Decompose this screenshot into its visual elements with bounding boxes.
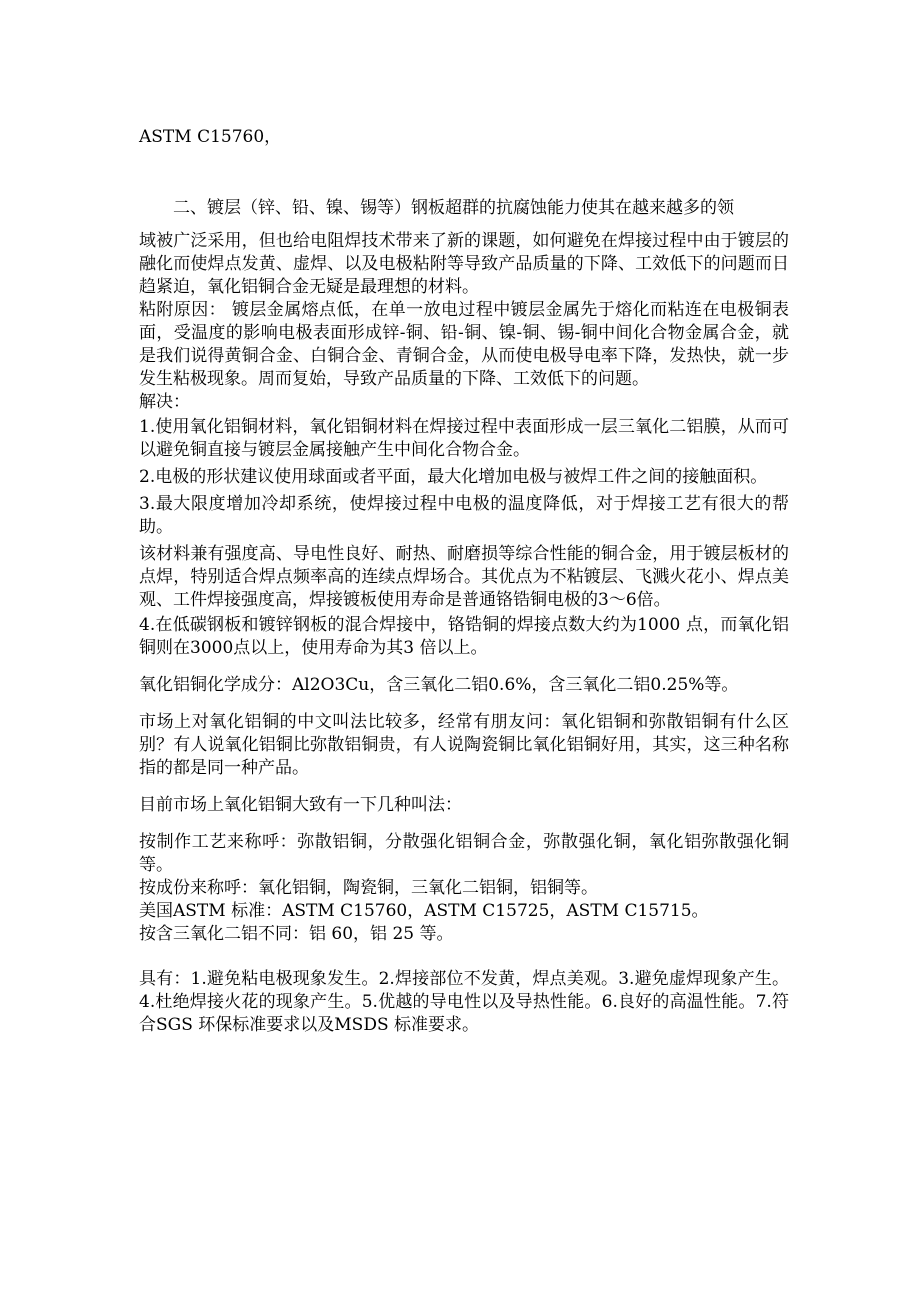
document-body xyxy=(139,0,789,1037)
paragraph-solution-label: 解决： xyxy=(139,392,190,412)
paragraph-naming-composition: 按成份来称呼：氧化铝铜，陶瓷铜，三氧化二铝铜，铝铜等。 xyxy=(139,878,598,898)
paragraph-solution-3: 3.最大限度增加冷却系统，使焊接过程中电极的温度降低，对于焊接工艺有很大的帮助。 xyxy=(139,494,789,537)
paragraph-standard: ASTM C15760， xyxy=(139,127,282,147)
paragraph-solution-2: 2.电极的形状建议使用球面或者平面，最大化增加电极与被焊工件之间的接触面积。 xyxy=(139,467,768,487)
paragraph-chemical-composition: 氧化铝铜化学成分：Al2O3Cu，含三氧化二铝0.6%，含三氧化二铝0.25%等。 xyxy=(139,675,739,695)
paragraph-naming-process: 按制作工艺来称呼：弥散铝铜，分散强化铝铜合金，弥散强化铜，氧化铝弥散强化铜等。 xyxy=(139,832,789,875)
paragraph-naming-alumina: 按含三氧化二铝不同：铝 60，铝 25 等。 xyxy=(139,924,454,944)
paragraph-solution-4: 4.在低碳钢板和镀锌钢板的混合焊接中，铬锆铜的焊接点数大约为1000 点，而氧化铝铜则在3000点以上，使用寿命为其3 倍以上。 xyxy=(139,615,789,658)
paragraph-naming-intro: 目前市场上氧化铝铜大致有一下几种叫法： xyxy=(139,795,462,815)
paragraph-section-two-heading: 二、镀层（锌、铅、镍、锡等）钢板超群的抗腐蚀能力使其在越来越多的领 xyxy=(173,198,734,218)
paragraph-adhesion-cause: 粘附原因： 镀层金属熔点低，在单一放电过程中镀层金属先于熔化而粘连在电极铜表面，受温度的影响电极表面形成锌-铜、铅-铜、镍-铜、锡-铜中间化合物金属合金，就是我们说得黄铜合金、白铜合金、青铜合金，从而使电极导电率下降，发热快，就一步发生粘极现象。周而复始，导致产品质量的下降、工效低下的问题。 xyxy=(139,300,789,389)
paragraph-material-properties: 该材料兼有强度高、导电性良好、耐热、耐磨损等综合性能的铜合金，用于镀层板材的点焊，特别适合焊点频率高的连续点焊场合。其优点为不粘镀层、飞溅火花小、焊点美观、工件焊接强度高，焊接镀板使用寿命是普通铬锆铜电极的3～6倍。 xyxy=(139,544,789,610)
paragraph-advantages: 具有：1.避免粘电极现象发生。2.焊接部位不发黄，焊点美观。3.避免虚焊现象产生。4.杜绝焊接火花的现象产生。5.优越的导电性以及导热性能。6.良好的高温性能。7.符合SGS 环保标准要求以及MSDS 标准要求。 xyxy=(139,969,789,1035)
paragraph-market-names: 市场上对氧化铝铜的中文叫法比较多，经常有朋友问：氧化铝铜和弥散铝铜有什么区别？有人说氧化铝铜比弥散铝铜贵，有人说陶瓷铜比氧化铝铜好用，其实，这三种名称指的都是同一种产品。 xyxy=(139,712,789,778)
paragraph-naming-astm: 美国ASTM 标准：ASTM C15760，ASTM C15725，ASTM C15715。 xyxy=(139,901,709,921)
paragraph-solution-1: 1.使用氧化铝铜材料，氧化铝铜材料在焊接过程中表面形成一层三氧化二铝膜，从而可以避免铜直接与镀层金属接触产生中间化合物合金。 xyxy=(139,417,789,460)
paragraph-section-two-body: 域被广泛采用，但也给电阻焊技术带来了新的课题，如何避免在焊接过程中由于镀层的融化而使焊点发黄、虚焊、以及电极粘附等导致产品质量的下降、工效低下的问题而日趋紧迫，氧化铝铜合金无疑是最理想的材料。 xyxy=(139,231,789,297)
